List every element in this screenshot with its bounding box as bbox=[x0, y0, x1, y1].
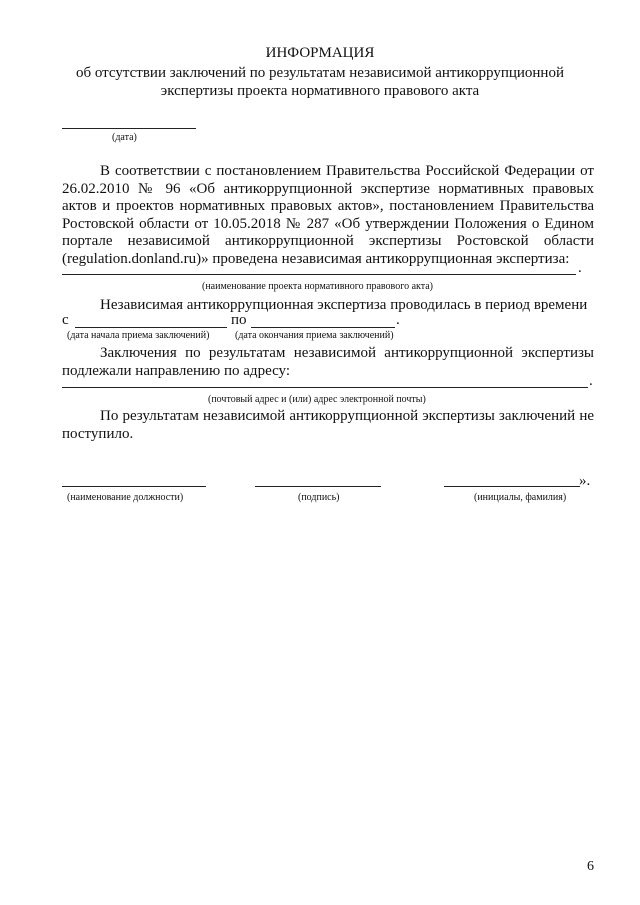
period-end-line bbox=[251, 327, 395, 328]
name-caption: (инициалы, фамилия) bbox=[474, 492, 567, 503]
document-subtitle-line2: экспертизы проекта нормативного правового акта bbox=[160, 83, 480, 99]
paragraph-legal-basis-text: В соответствии с постановлением Правительства Российской Федерации от 26.02.2010 № 96 «Об антикоррупционной экспертизе нормативных правовых актов и проектов нормативных правовых актов», постановлением Правительства Ростовской области от 10.05.2018 № 287 «Об утверждении Положения о Едином портале независимой антикоррупционной экспертизы Ростовской области (regulation.donland.ru)» проведена независимая антикоррупционная экспертиза: bbox=[62, 163, 594, 267]
act-name-end-dot: . bbox=[578, 260, 582, 276]
paragraph-result-text: По результатам независимой антикоррупционной экспертизы заключений не поступило. bbox=[62, 408, 594, 442]
name-field-line bbox=[444, 486, 580, 487]
date-field-line bbox=[62, 128, 196, 129]
paragraph-legal-basis bbox=[62, 163, 594, 268]
period-end-caption: (дата окончания приема заключений) bbox=[235, 330, 394, 341]
paragraph-address bbox=[62, 345, 594, 380]
period-to-word: по bbox=[231, 312, 247, 328]
signature-caption: (подпись) bbox=[298, 492, 340, 503]
page-number: 6 bbox=[587, 859, 594, 874]
signature-field-line bbox=[255, 486, 381, 487]
paragraph-period-text: Независимая антикоррупционная экспертиза проводилась в период времени bbox=[100, 297, 588, 313]
position-caption: (наименование должности) bbox=[67, 492, 184, 503]
period-end-dot: . bbox=[396, 312, 400, 328]
period-start-caption: (дата начала приема заключений) bbox=[67, 330, 210, 341]
address-field-line bbox=[62, 387, 588, 388]
period-from-prefix: с bbox=[62, 312, 69, 328]
paragraph-period bbox=[62, 297, 594, 315]
date-caption: (дата) bbox=[112, 132, 137, 143]
document-subtitle-line1: об отсутствии заключений по результатам независимой антикоррупционной bbox=[76, 65, 564, 81]
address-end-dot: . bbox=[589, 373, 593, 389]
paragraph-address-text: Заключения по результатам независимой антикоррупционной экспертизы подлежали направлению по адресу: bbox=[62, 345, 594, 379]
period-start-line bbox=[75, 327, 227, 328]
paragraph-result bbox=[62, 408, 594, 443]
address-caption: (почтовый адрес и (или) адрес электронной почты) bbox=[208, 394, 426, 405]
document-title: ИНФОРМАЦИЯ bbox=[265, 45, 375, 61]
closing-quote: ». bbox=[579, 473, 591, 489]
position-field-line bbox=[62, 486, 206, 487]
act-name-field-line bbox=[62, 274, 576, 275]
act-name-caption: (наименование проекта нормативного правового акта) bbox=[202, 281, 433, 292]
